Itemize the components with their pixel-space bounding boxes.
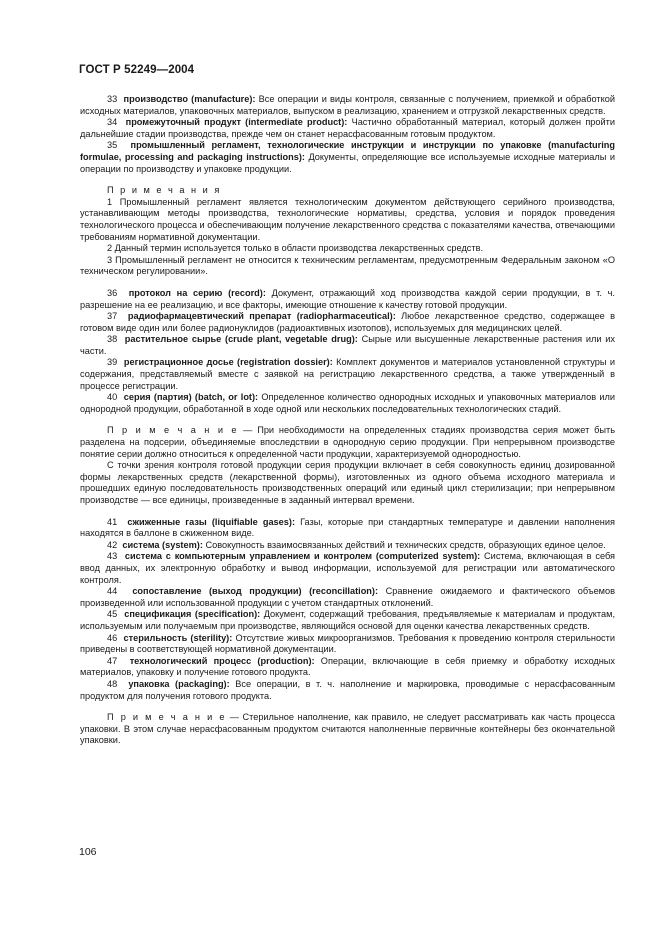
- term-entry-37: [80, 311, 615, 334]
- term-definition: Частично обработанный материал, который должен пройти дальнейшие стадии производства, прежде чем он станет нерасфасованным готовым продуктом.: [80, 117, 615, 139]
- entry-number: 33: [107, 94, 118, 104]
- term-definition: Сырые или высушенные лекарственные растения или их части.: [80, 334, 615, 356]
- entry-number: 45: [107, 609, 118, 620]
- term-entry-45: [80, 609, 615, 632]
- term-definition: Система, включающая в себя ввод данных, их электронную обработку и вывод информации, используемой для регистрации или автоматического контроля.: [80, 551, 615, 585]
- term-entry-33: [80, 94, 615, 117]
- term-title: технологический процесс (production):: [129, 655, 315, 666]
- term-title: регистрационное досье (registration dossier):: [123, 357, 333, 368]
- note-batch-paragraph: С точки зрения контроля готовой продукции серия продукции включает в себя совокупность единиц дозированной формы лекарственных средств (лекарственной формы), изготовленных из одного объема исходного материала и прошедших единую последовательность производственных операций или единый цикл стерилизации; при непрерывном производстве — все единицы, произведенные в заданный интервал времени.: [80, 460, 615, 505]
- term-title: спецификация (specification):: [124, 609, 261, 620]
- term-entry-39: [80, 357, 615, 392]
- note-label: П р и м е ч а н и е: [107, 425, 239, 436]
- term-entry-38: [80, 334, 615, 357]
- entry-number: 48: [107, 678, 118, 689]
- term-title: стерильность (sterility):: [123, 632, 233, 643]
- term-definition: Отсутствие живых микроорганизмов. Требования к проведению контроля стерильности приведены в соответствующей нормативной документации.: [80, 632, 615, 655]
- note-item-3: 3 Промышленный регламент не относится к техническим регламентам, предусмотренным Федеральным законом «О техническом регулировании».: [80, 254, 615, 277]
- entry-number: 36: [107, 287, 118, 298]
- term-title: упаковка (packaging):: [128, 678, 230, 689]
- term-definition: Сравнение ожидаемого и фактического объемов произведенной или использованной продукции с учетом стандартных отклонений.: [80, 586, 615, 608]
- term-title: серия (партия) (batch, or lot):: [123, 392, 259, 403]
- term-title: сопоставление (выход продукции) (reconcillation):: [132, 586, 379, 597]
- entry-number: 35: [107, 140, 118, 151]
- term-definition: Совокупность взаимосвязанных действий и технических средств, образующих единое целое.: [202, 539, 606, 550]
- note-packaging: [80, 712, 615, 747]
- entry-number: 42: [107, 539, 118, 550]
- term-definition: Комплект документов и материалов установленной структуры и содержания, представляемый вместе с заявкой на регистрацию лекарственного средства, а также утвержденный в процессе регистрации.: [80, 357, 615, 391]
- document-body: [80, 94, 615, 747]
- note-batch: [80, 425, 615, 460]
- entry-number: 44: [107, 586, 118, 597]
- term-entry-44: [80, 586, 615, 609]
- term-entry-36: [80, 288, 615, 311]
- note-text: — Стерильное наполнение, как правило, не следует рассматривать как часть процесса упаковки. В этом случае нерасфасованным продуктом считаются наполненные первичные контейнеры без окончательной упаковки.: [80, 712, 616, 746]
- term-definition: Документ, содержащий требования, предъявляемые к материалам и продуктам, используемым или получаемым при производстве, являющийся основой для оценки качества лекарственных средств.: [80, 609, 616, 631]
- term-definition: Операции, включающие в себя приемку и обработку исходных материалов, упаковку и получение готового продукта.: [80, 655, 615, 678]
- notes-heading: П р и м е ч а н и я: [107, 185, 222, 196]
- term-title: радиофармацевтический препарат (radiopharmaceutical):: [127, 311, 396, 322]
- term-definition: Все операции, в т. ч. наполнение и маркировка, проводимые с нерасфасованным продуктом для получения готового продукта.: [80, 678, 616, 701]
- term-entry-43: [80, 551, 615, 586]
- term-definition: Газы, которые при стандартных температуре и давлении наполнения находятся в баллоне в сжиженном виде.: [80, 516, 615, 539]
- note-text: — При необходимости на определенных стадиях производства серия может быть разделена на подсерии, объединяемые впоследствии в однородную серию продукции. При непрерывном производстве понятие серии должно относиться к определенной части продукции, характеризуемой однородностью.: [80, 425, 616, 459]
- term-definition: Любое лекарственное средство, содержащее в готовом виде один или более радионуклидов (радиоактивных изотопов), используемых для медицинских целей.: [80, 311, 616, 333]
- term-entry-40: [80, 392, 615, 415]
- entry-number: 40: [107, 392, 118, 403]
- term-definition: Документ, отражающий ход производства каждой серии продукции, в т. ч. разрешение на ее реализацию, и все факторы, имеющие отношение к качеству готовой продукции.: [80, 287, 615, 310]
- term-title: промежуточный продукт (intermediate product):: [125, 117, 348, 128]
- entry-number: 47: [107, 655, 118, 666]
- term-entry-35: [80, 140, 615, 175]
- note-item-1: 1 Промышленный регламент является технологическим документом действующего серийного производства, устанавливающим методы производства, технологические нормативы, средства, условия и порядок проведения технологического процесса и обеспечивающим получение лекарственного средства с показателями качества, отвечающими требованиям нормативной документации.: [80, 196, 615, 242]
- document-header: ГОСТ Р 52249—2004: [79, 64, 195, 76]
- page-number: 106: [79, 846, 97, 858]
- term-title: система с компьютерным управлением и контролем (computerized system):: [124, 551, 481, 562]
- entry-number: 41: [107, 516, 118, 527]
- term-title: производство (manufacture):: [123, 94, 256, 104]
- note-item-2: 2 Данный термин используется только в области производства лекарственных средств.: [107, 243, 484, 254]
- entry-number: 43: [107, 551, 118, 562]
- term-entry-48: [80, 679, 615, 702]
- term-entry-34: [80, 117, 615, 140]
- term-title: промышленный регламент, технологические инструкции и инструкции по упаковке (manufacturing formulae, processing and packaging instructions):: [80, 140, 615, 162]
- term-entry-47: [80, 656, 615, 679]
- term-definition: Документы, определяющие все используемые исходные материалы и операции по производству и упаковке продукции.: [80, 151, 615, 174]
- term-entry-46: [80, 633, 615, 656]
- term-title: система (system):: [122, 539, 203, 550]
- term-entry-41: [80, 517, 615, 540]
- term-definition: Все операции и виды контроля, связанные с получением, приемкой и обработкой исходных материалов, упаковочных материалов, выпуском в реализацию, хранением и отгрузкой лекарственных средств.: [80, 94, 615, 116]
- entry-number: 38: [107, 334, 118, 345]
- note-label: П р и м е ч а н и е: [107, 712, 227, 723]
- term-definition: Определенное количество однородных исходных и упаковочных материалов или однородной продукции, обработанной в ходе одной или нескольких последовательных технологических стадий.: [80, 392, 615, 414]
- entry-number: 46: [107, 632, 118, 643]
- term-title: растительное сырье (crude plant, vegetable drug):: [124, 334, 358, 345]
- term-title: протокол на серию (record):: [128, 287, 266, 298]
- entry-number: 37: [107, 311, 118, 322]
- term-entry-42: [80, 540, 615, 552]
- entry-number: 39: [107, 357, 118, 368]
- term-title: сжиженные газы (liquifiable gases):: [127, 516, 296, 527]
- entry-number: 34: [107, 117, 118, 128]
